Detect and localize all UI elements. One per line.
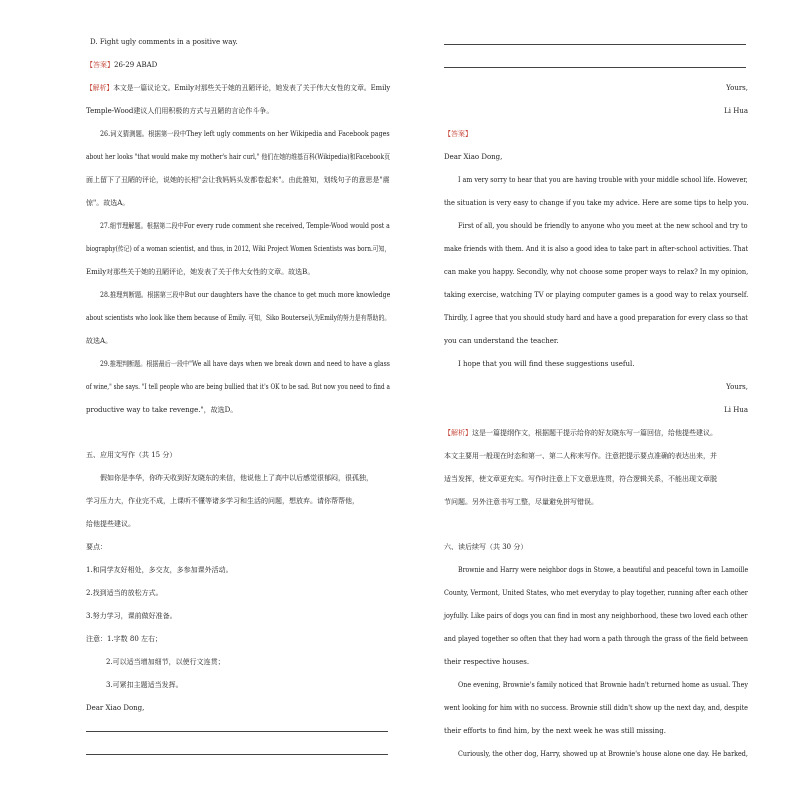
point-3: 3.努力学习，课前做好准备。 <box>86 612 177 620</box>
story-line-3: joyfully. Like pairs of dogs you can find in most any neighborhood, these two loved each other <box>444 612 748 620</box>
letter-p2-line-5: Thirdly, I agree that you should study hard and have a good preparation for every class so that <box>444 314 748 322</box>
analysis-text: 本文是一篇议论文。Emily对那些关于她的丑陋评论，她发表了关于伟大女性的文章。Emily <box>113 84 391 92</box>
analysis-tag: 【解析】 <box>86 84 114 92</box>
writing-line-2[interactable] <box>86 754 388 755</box>
q29-line-2: of wine," she says. "I tell people who are being bullied that it's OK to be sad. But now you need to find a <box>86 383 390 391</box>
letter-p2-line-1: First of all, you should be friendly to anyone who you meet at the new school and try to <box>458 222 748 230</box>
points-title: 要点： <box>86 543 107 551</box>
q29-line-3: productive way to take revenge."，故选D。 <box>86 406 238 414</box>
story-line-5: their respective houses. <box>444 658 530 666</box>
analysis-line-1 <box>86 84 391 92</box>
q29-line-1: 29.推理判断题。根据最后一段中"We all have days when we break down and need to have a glass <box>100 360 390 368</box>
answer-value: 26-29 ABAD <box>114 61 158 69</box>
analysis-line-r2: 本文主要用一般现在时态和第一、第二人称来写作。注意把提示要点准确的表达出来，并 <box>444 452 717 460</box>
answer-line <box>86 61 157 69</box>
task-line-2: 学习压力大，作业完不成，上课听不懂等诸多学习和生活的问题，想放弃。请你帮帮他， <box>86 497 359 505</box>
q27-line-3: Emily对那些关于她的丑陋评论，她发表了关于伟大女性的文章。故选B。 <box>86 268 315 276</box>
q26-line-1: 26.词义猜测题。根据第一段中They left ugly comments on her Wikipedia and Facebook pages <box>100 130 390 138</box>
note-1: 注意：1.字数 80 左右； <box>86 635 163 643</box>
analysis-line-r1 <box>444 429 717 437</box>
q28-line-2: about scientists who look like them because of Emily. 可知，Siko Bouterse认为Emily的努力是有帮助的。 <box>86 314 391 322</box>
story-line-9: Curiously, the other dog, Harry, showed up at Brownie's house alone one day. He barked, <box>458 750 748 758</box>
story-line-6: One evening, Brownie's family noticed that Brownie hadn't returned home as usual. They <box>458 681 748 689</box>
point-1: 1.和同学友好相处，多交友，多参加课外活动。 <box>86 566 233 574</box>
q28-line-1: 28.推理判断题。根据第三段中But our daughters have the chance to get much more knowledge <box>100 291 391 299</box>
letter-p2-line-4: taking exercise, watching TV or playing computer games is a good way to relax yourself. <box>444 291 749 299</box>
task-line-1: 假如你是李华，你昨天收到好友晓东的来信，他说他上了高中以后感觉很郁闷，很孤独， <box>100 474 373 482</box>
answer-tag: 【答案】 <box>86 61 114 69</box>
q27-line-2: biography(传记) of a woman scientist, and thus, in 2012, Wiki Project Women Scientists was born.可知， <box>86 245 391 253</box>
letter-p2-line-6: you can understand the teacher. <box>444 337 559 345</box>
letter-p3: I hope that you will find these suggestions useful. <box>458 360 635 368</box>
analysis-tag-2: 【解析】 <box>444 429 472 437</box>
letter-salutation: Dear Xiao Dong, <box>444 153 503 161</box>
note-3: 3.可紧扣主题适当发挥。 <box>106 681 183 689</box>
letter-p1-line-2: the situation is very easy to change if you take my advice. Here are some tips to help you. <box>444 199 749 207</box>
dear-salutation: Dear Xiao Dong, <box>86 704 145 712</box>
writing-line-4[interactable] <box>444 67 746 68</box>
section-5-title: 五、应用文写作（共 15 分） <box>86 451 177 459</box>
q28-line-3: 故选A。 <box>86 337 113 345</box>
closing-name-2: Li Hua <box>724 406 748 414</box>
q26-line-3: 面上留下了丑陋的评论，说她的长相"会让我妈妈头发都卷起来"。由此推知，划线句子的意思是"震 <box>86 176 390 184</box>
writing-line-1[interactable] <box>86 731 388 732</box>
option-d: D. Fight ugly comments in a positive way. <box>90 38 238 46</box>
closing-yours-1: Yours, <box>726 84 748 92</box>
analysis-line-r3: 适当发挥，使文章更充实。写作时注意上下文意思连贯，符合逻辑关系，不能出现文章脱 <box>444 475 717 483</box>
story-line-2: County, Vermont, United States, who met everyday to play together, running after each other <box>444 589 748 597</box>
analysis-text-r1: 这是一篇提纲作文，根据题干提示给你的好友晓东写一篇回信，给他提些建议。 <box>472 429 717 437</box>
story-line-1: Brownie and Harry were neighbor dogs in Stowe, a beautiful and peaceful town in Lamoille <box>458 566 749 574</box>
story-line-7: went looking for him with no success. Brownie still didn't show up the next day, and, despite <box>444 704 749 712</box>
closing-yours-2: Yours, <box>726 383 748 391</box>
story-line-4: and played together so often that they had worn a path through the grass of the field between <box>444 635 748 643</box>
q26-line-4: 惊"。故选A。 <box>86 199 130 207</box>
writing-line-3[interactable] <box>444 44 746 45</box>
q27-line-1: 27.细节理解题。根据第二段中For every rude comment she received, Temple-Wood would post a <box>100 222 390 230</box>
analysis-line-2: Temple-Wood建议人们用积极的方式与丑陋的言论作斗争。 <box>86 107 274 115</box>
letter-p2-line-3: can make you happy. Secondly, why not choose some proper ways to relax? In my opinion, <box>444 268 749 276</box>
analysis-line-r4: 节问题。另外注意书写工整，尽量避免拼写错误。 <box>444 498 598 506</box>
answer-tag-2: 【答案】 <box>444 130 472 138</box>
letter-p1-line-1: I am very sorry to hear that you are having trouble with your middle school life. However, <box>458 176 748 184</box>
note-2: 2.可以适当增加细节，以使行文连贯； <box>106 658 225 666</box>
point-2: 2.找到适当的放松方式。 <box>86 589 163 597</box>
q26-line-2: about her looks "that would make my mother's hair curl," 他们在她的维基百科(Wikipedia)和Facebook页 <box>86 153 391 161</box>
section-6-title: 六、读后续写（共 30 分） <box>444 543 528 551</box>
letter-p2-line-2: make friends with them. And it is also a good idea to take part in after-school activities. That <box>444 245 749 253</box>
story-line-8: their efforts to find him, by the next week he was still missing. <box>444 727 667 735</box>
closing-name-1: Li Hua <box>724 107 748 115</box>
task-line-3: 给他提些建议。 <box>86 520 135 528</box>
